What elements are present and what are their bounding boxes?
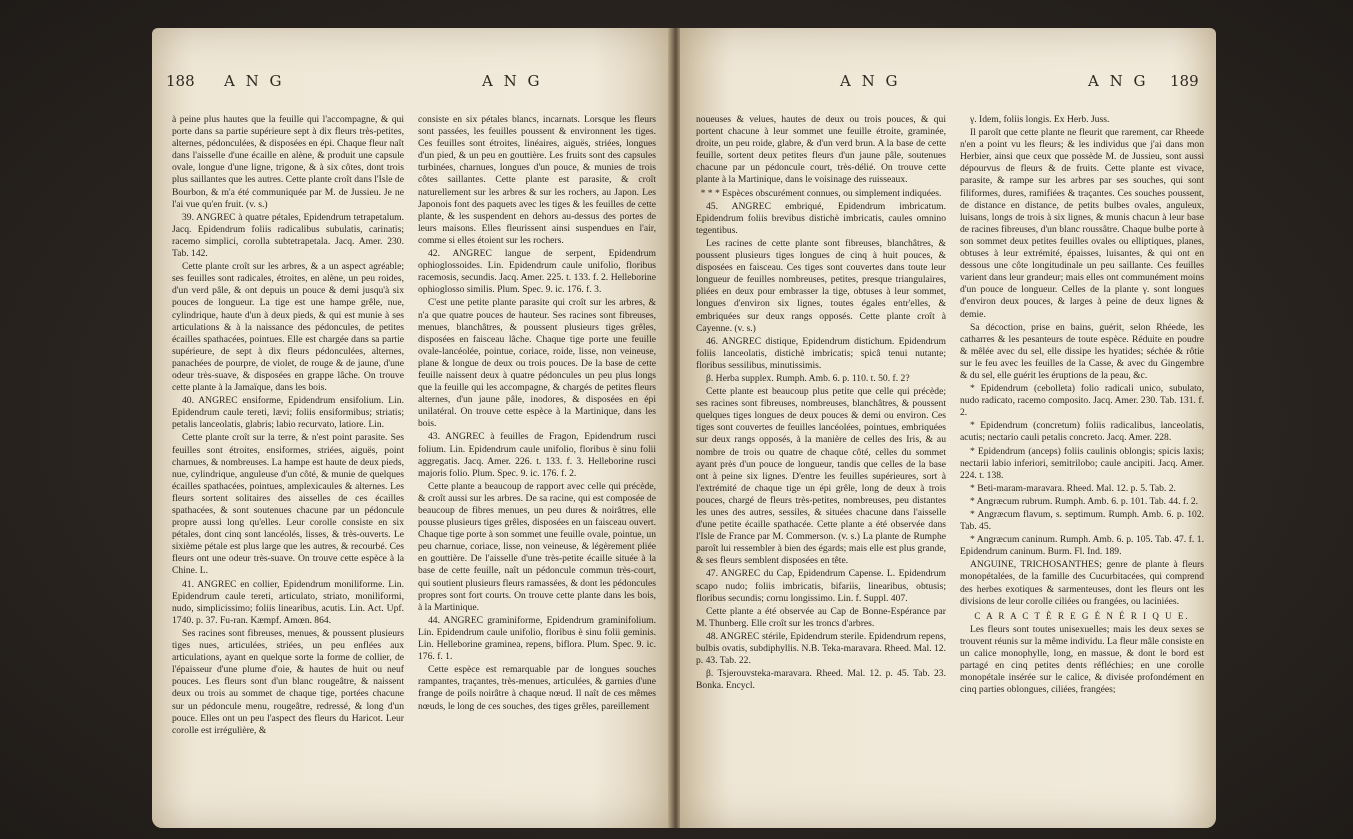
right-page-number: 189 <box>1170 72 1199 90</box>
paragraph: Les fleurs sont toutes unisexuelles; mais les deux sexes se trouvent réunis sur la même individu. La fleur mâle consiste en un calice monophylle, long, en massue, & dont le bord est partagé en cinq petites dents réfléchies; en une corolle monopétale insérée sur le calice, & divisée profondément en cinq parties oblongues, ciliées, frangées; <box>960 623 1204 696</box>
paragraph: 44. ANGREC graminiforme, Epidendrum graminifolium. Lin. Epidendrum caule unifolio, floribus è sinu folii geminis. Lin. Helleborine graminea, repens, biflora. Plum. Spec. 9. ic. 176. f. 1. <box>418 614 656 663</box>
paragraph: Il paroît que cette plante ne fleurit que rarement, car Rheede n'en a point vu les fleurs; & les individus que j'ai dans mon Herbier, ainsi que ceux que possède M. de Jussieu, sont aussi dépourvus de fleurs & de fruits. Cette plante est vivace, parasite, & rampe sur les arbres par ses souches, qui sont filiformes, dures, ramifiées & traçantes. Ces souches poussent, de distance en distance, de petits bulbes ovales, anguleux, luisans, longs de trois à six lignes, & munis chacun à leur base de racines fibreuses, d'un blanc roussâtre. Chaque bulbe porte à son sommet deux petites feuilles ovales ou elliptiques, planes, obtuses à leur extrémité, épaisses, luisantes, & qui ont en dessous une côte longitudinale un peu saillante. Ces feuilles varient dans leur grandeur; mais elles ont communément moins d'un pouce de longueur. Celles de la plante γ. sont longues d'environ deux pouces, & larges à peine de deux lignes & demie. <box>960 127 1204 320</box>
paragraph: * Angræcum caninum. Rumph. Amb. 6. p. 105. Tab. 47. f. 1. Epidendrum caninum. Burm. Fl. Ind. 189. <box>960 534 1204 558</box>
paragraph: 45. ANGREC embriqué, Epidendrum imbricatum. Epidendrum foliis brevibus distichè imbricatis, caules omnino tegentibus. <box>696 200 946 236</box>
column-2 <box>418 114 656 828</box>
paragraph: ANGUINE, TRICHOSANTHES; genre de plante à fleurs monopétalées, de la famille des Cucurbitacées, qui comprend des herbes exotiques & sarmenteuses, dont les fleurs ont les divisions de leur corolle ciliées ou frangées, ou laciniées. <box>960 559 1204 607</box>
paragraph: * Angræcum rubrum. Rumph. Amb. 6. p. 101. Tab. 44. f. 2. <box>970 495 1199 507</box>
paragraph: * Angræcum flavum, s. septimum. Rumph. Amb. 6. p. 102. Tab. 45. <box>960 509 1204 533</box>
paragraph: 48. ANGREC stérile, Epidendrum sterile. Epidendrum repens, bulbis ovatis, subdiphyllis. N.B. Teka-maravara. Rheed. Mal. 12. p. 43. Tab. 22. <box>696 630 946 667</box>
paragraph: 40. ANGREC ensiforme, Epidendrum ensifolium. Lin. Epidendrum caule tereti, lævi; foliis ensiformibus; striatis; petalis lanceolatis, glabris; labio recurvato, latiore. Lin. <box>172 395 404 431</box>
paragraph: à peine plus hautes que la feuille qui l'accompagne, & qui porte dans sa partie supérieure sept à dix fleurs très-petites, alternes, pédonculées, & disposées en épi. Chaque fleur naît dans l'aisselle d'une écaille en alène, & produit une capsule ovale, longue d'une ligne, trigone, & à six côtes, dont trois plus saillantes que les autres. Cette plante croît dans l'Isle de Bourbon, & m'a été communiquée par M. de Jussieu. Je ne l'ai vue qu'en fruit. (v. s.) <box>172 114 404 210</box>
paragraph: C A R A C T È R E G É N É R I Q U E. <box>974 610 1190 621</box>
paragraph: noueuses & velues, hautes de deux ou trois pouces, & qui portent chacune à leur sommet une feuille étroite, graminée, droite, un peu roide, glabre, & d'un verd brun. A la base de cette feuille, sortent deux petites fleurs d'un jaune pâle, soutenues chacune par un pédoncule court, très-délié. On trouve cette plante à la Martinique, dans le voisinage des ruisseaux. <box>696 114 946 186</box>
right-runhead-2: A N G <box>1088 72 1149 90</box>
paragraph: γ. Idem, foliis longis. Ex Herb. Juss. <box>970 114 1110 125</box>
paragraph: * Epidendrum (anceps) foliis caulinis oblongis; spicis laxis; nectarii labio inferiori, semitrilobo; caule ancipiti. Jacq. Amer. 224. t. 138. <box>960 445 1204 481</box>
paragraph: Les racines de cette plante sont fibreuses, blanchâtres, & poussent plusieurs tiges longues de cinq à huit pouces, & disposées en faisceau. Ces tiges sont couvertes dans toute leur longueur de feuilles nombreuses, petites, presque triangulaires, pliées en deux pour embrasser la tige, obtuses à leur sommet, longues d'environ six lignes, toutes égales entr'elles, & embriquées sur deux rangs opposés. Cette plante croît à Cayenne. (v. s.) <box>696 237 946 334</box>
paragraph: Cette espèce est remarquable par de longues souches rampantes, traçantes, très-menues, articulées, & garnies d'une frange de poils noirâtre à chaque nœud. Il naît de ces mêmes nœuds, le long de ces souches, des tiges grêles, pareillement <box>418 664 656 712</box>
right-page <box>680 28 1216 828</box>
column-1 <box>172 114 404 828</box>
left-page <box>152 28 670 828</box>
paragraph: Cette plante croît sur les arbres, & a un aspect agréable; ses feuilles sont radicales, étroites, en alène, un peu roides, d'un verd pâle, & ont depuis un pouce & demi jusqu'à six pouces de longueur. La tige est une hampe grêle, nue, cylindrique, haute d'un à deux pieds, & qui est munie à ses articulations & à la naissance des pédoncules, de petites écailles spathacées, pointues. Elle est chargée dans sa partie supérieure, de sept à dix fleurs pédonculées, alternes, panachées de pourpre, de violet, de rouge & de jaune, d'une odeur très-suave, & disposées en grappe lâche. On trouve cette plante à la Jamaïque, dans les bois. <box>172 261 404 394</box>
paragraph: * Epidendrum (concretum) foliis radicalibus, lanceolatis, acutis; nectario cauli petalis concreto. Jacq. Amer. 228. <box>960 420 1204 444</box>
paragraph: * * * Espèces obscurément connues, ou simplement indiquées. <box>700 187 942 199</box>
left-runhead-1: A N G <box>224 72 285 90</box>
paragraph: Cette plante est beaucoup plus petite que celle qui précède; ses racines sont fibreuses, nombreuses, blanchâtres, & poussent quelques tiges longues de deux pouces & demi ou environ. Ces tiges sont couvertes de feuilles lancéolées, pointues, embriquées sur deux rangs opposés, à la manière de celles des Iris, & au nombre de trois ou quatre de chaque côté, celles du sommet ayant près d'un pouce de longueur, tandis que celles de la base ont à peine six lignes. D'entre les feuilles supérieures, sort à l'extrémité de chaque tige un épi grêle, long de deux à trois pouces, chargé de fleurs très-petites, nombreuses, peu distantes les unes des autres, sessiles, & situées chacune dans l'aisselle d'une petite écaille spathacée. Cette plante a été observée dans l'Isle de France par M. Commerson. (v. s.) La plante de Rumphe paroît lui ressembler à bien des égards; mais elle est plus grande, & ses fleurs semblent disposées en tête. <box>696 386 946 567</box>
left-page-number: 188 <box>166 72 195 90</box>
paragraph: β. Tsjerouvsteka-maravara. Rheed. Mal. 12. p. 45. Tab. 23. Bonka. Encycl. <box>696 668 946 692</box>
paragraph: C'est une petite plante parasite qui croît sur les arbres, & n'a que quatre pouces de hauteur. Ses racines sont fibreuses, menues, blanchâtres, & poussent plusieurs tiges grêles, disposées en faisceau lâche. Chaque tige porte une feuille ovale-lancéolée, pointue, coriace, roide, lisse, non veineuse, plane & longue de deux ou trois pouces. De la base de cette feuille naissent deux à quatre pédoncules un peu plus longs que la feuille qui les accompagne, & chargés de petites fleurs alternes, d'un jaune pâle, inodores, & disposées en épi unilatéral. On trouve cette espèce à la Martinique, dans les bois. <box>418 297 656 430</box>
paragraph: 39. ANGREC à quatre pétales, Epidendrum tetrapetalum. Jacq. Epidendrum foliis radicalibus subulatis, carinatis; racemo simplici, corolla subtetrapetala. Jacq. Amer. 230. Tab. 142. <box>172 211 404 260</box>
paragraph: Sa décoction, prise en bains, guérit, selon Rhéede, les catharres & les pesanteurs de toute espèce. Réduite en poudre & mêlée avec du sel, elle dissipe les hyatides; séchée & rôtie sur le feu avec les feuilles de la Casse, & avec du Gingembre & du sel, elle guérit les éruptions de la peau, &c. <box>960 321 1204 381</box>
paragraph: Cette plante a beaucoup de rapport avec celle qui précède, & croît aussi sur les arbres. De sa racine, qui est composée de beaucoup de fibres menues, un peu dures & noirâtres, elle pousse plusieurs tiges grêles, disposées en un faisceau ouvert. Chaque tige porte à son sommet une feuille ovale, pointue, un peu charnue, coriace, lisse, non veineuse, & légèrement pliée en gouttière. De l'aisselle d'une très-petite écaille située à la base de cette feuille, naît un pédoncule commun très-court, qui soutient plusieurs fleurs ramassées, & dont les pédoncules propres sont fort courts. On trouve cette plante dans les bois, à la Martinique. <box>418 480 656 613</box>
paragraph: 42. ANGREC langue de serpent, Epidendrum ophioglossoides. Lin. Epidendrum caule unifolio, floribus racemosis, secundis. Jacq. Amer. 225. t. 133. f. 2. Helleborine ophioglosso similis. Plum. Spec. 9. ic. 176. f. 3. <box>418 248 656 296</box>
paragraph: Cette plante a été observée au Cap de Bonne-Espérance par M. Thunberg. Elle croît sur les troncs d'arbres. <box>696 605 946 629</box>
paragraph: 41. ANGREC en collier, Epidendrum moniliforme. Lin. Epidendrum caule tereti, articulato, striato, moniliformi, nudo, simplicissimo; foliis linearibus, acutis. Lin. Act. Upf. 1740. p. 37. Fu-ran. Kæmpf. Amœn. 864. <box>172 578 404 626</box>
paragraph: β. Herba supplex. Rumph. Amb. 6. p. 110. t. 50. f. 2? <box>706 372 910 384</box>
column-4 <box>960 114 1204 828</box>
paragraph: * Beti-maram-maravara. Rheed. Mal. 12. p. 5. Tab. 2. <box>970 482 1176 494</box>
right-runhead-1: A N G <box>840 72 901 90</box>
paragraph: consiste en six pétales blancs, incarnats. Lorsque les fleurs sont passées, les feuilles poussent & environnent les tiges. Ces feuilles sont étroites, linéaires, aiguës, striées, longues d'un pied, & un peu en gouttière. Les fruits sont des capsules turbinées, charnues, longues d'un pouce, & munies de trois côtes saillantes. Cette plante est parasite, & croît naturellement sur les arbres & sur les rochers, au Japon. Les Japonois font des paquets avec les tiges & les feuilles de cette plante, & les suspendent en dehors au-dessus des portes de leurs maisons. Elles fleurissent ainsi suspendues en l'air, comme si elles étoient sur les rochers. <box>418 114 656 246</box>
paragraph: Cette plante croît sur la terre, & n'est point parasite. Ses feuilles sont étroites, ensiformes, striées, aiguës, point charnues, & nombreuses. La hampe est haute de deux pieds, nue, cylindrique, anguleuse d'un côté, & munie de quelques écailles spathacées, pointues, amplexicaules & alternes. Les fleurs sortent solitaires des aisselles de ces écailles spathacées, & sont soutenues chacune par un pédoncule propre aussi long qu'elles. Leur corolle consiste en six pétales, dont cinq sont lancéolés, lisses, & très-ouverts. Le sixième pétale est plus large que les autres, & recourbé. Ces fleurs ont une odeur très-suave. On trouve cette espèce à la Chine. L. <box>172 432 404 577</box>
left-runhead-2: A N G <box>482 72 543 90</box>
column-3 <box>696 114 946 828</box>
paragraph: * Epidendrum (cebolleta) folio radicali unico, subulato, nudo radicato, racemo composito. Jacq. Amer. 230. Tab. 131. f. 2. <box>960 383 1204 419</box>
paragraph: Ses racines sont fibreuses, menues, & poussent plusieurs tiges nues, articulées, striées, un peu enflées aux articulations, ayant en quelque sorte la forme de collier, de l'épaisseur d'une plume d'oie, & hautes de huit ou neuf pouces. Les fleurs sont d'un blanc rougeâtre, & naissent deux ou trois au sommet de chaque tige, portées chacune sur un pédoncule menu, rougeâtre, redressé, & long d'un pouce. Elles ont un peu l'aspect des fleurs du Haricot. Leur corolle est irrégulière, & <box>172 627 404 736</box>
paragraph: 47. ANGREC du Cap, Epidendrum Capense. L. Epidendrum scapo nudo; foliis imbricatis, bifariis, linearibus, obtusis; floribus secundis; cornu longissimo. Lin. f. Suppl. 407. <box>696 568 946 604</box>
paragraph: 46. ANGREC distique, Epidendrum distichum. Epidendrum foliis lanceolatis, distichè imbricatis; spicâ tenui nutante; floribus sessilibus, minutissimis. <box>696 335 946 371</box>
paragraph: 43. ANGREC à feuilles de Fragon, Epidendrum rusci folium. Lin. Epidendrum caule unifolio, floribus è sinu folii aggregatis. Jacq. Amer. 226. t. 133. f. 3. Helleborine rusci majoris folio. Plum. Spec. 9. ic. 176. f. 2. <box>418 431 656 479</box>
